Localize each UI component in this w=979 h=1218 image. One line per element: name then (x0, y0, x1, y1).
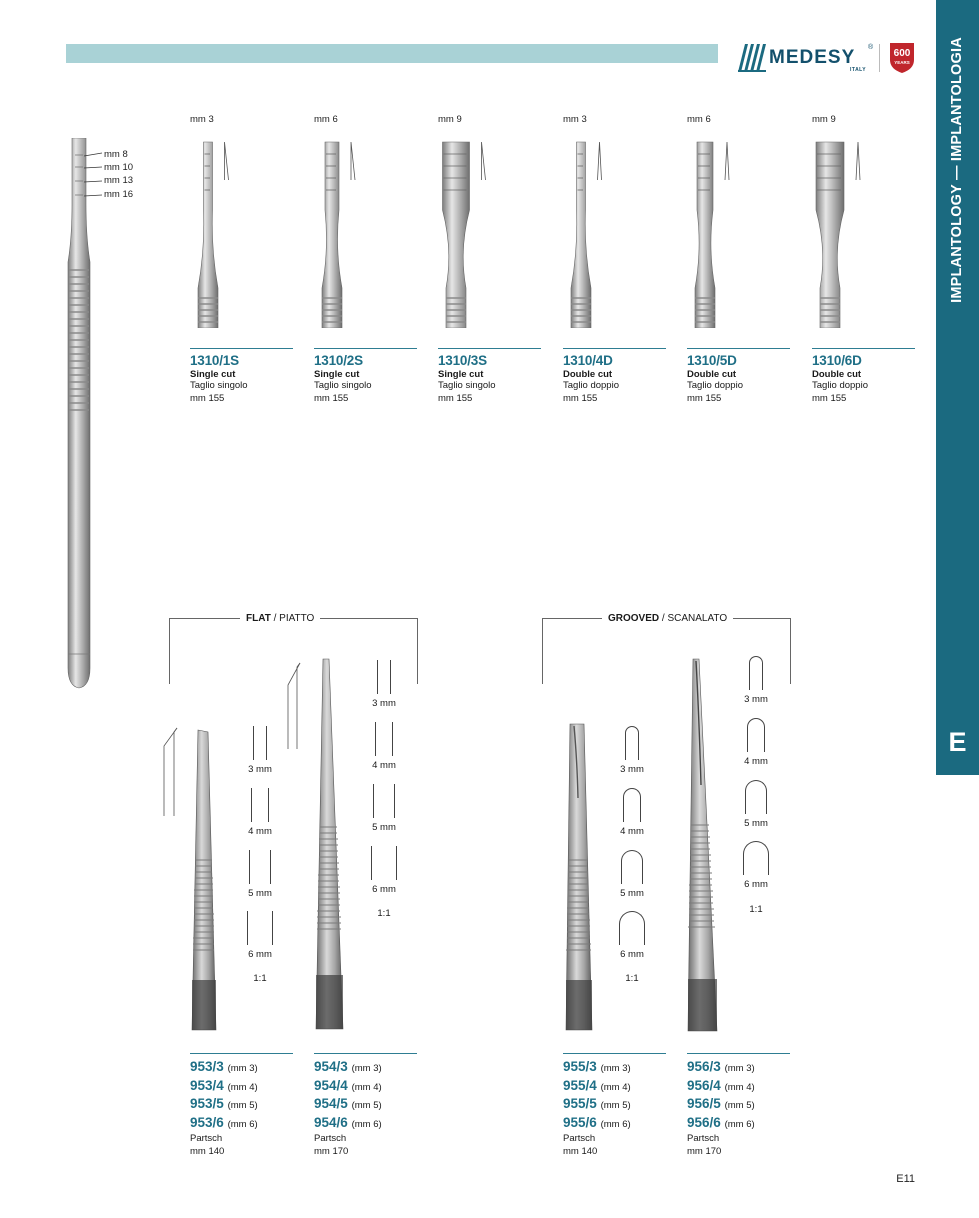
variant-code: 956/6 (687, 1114, 721, 1130)
cross-section-profile (373, 784, 395, 818)
profile-size-label: 5 mm (744, 818, 768, 829)
profile-size-label: 3 mm (744, 694, 768, 705)
header-band (66, 44, 718, 63)
variant-size: (mm 3) (600, 1063, 631, 1074)
variant-code: 953/5 (190, 1096, 224, 1111)
product-name: Partsch (687, 1133, 720, 1144)
osteotome-product-block (314, 1059, 382, 1158)
variant-code: 955/3 (563, 1059, 597, 1074)
variant-row (563, 1059, 631, 1078)
cross-section-profile (749, 656, 763, 690)
osteotome-954-image (278, 655, 348, 1035)
cut-type: Double cut (563, 369, 613, 380)
variant-code: 953/6 (190, 1114, 224, 1130)
product-length: mm 155 (563, 392, 598, 404)
chisel-size-label: mm 3 (190, 114, 214, 125)
product-length: mm 140 (190, 1145, 225, 1157)
product-code: 1310/3S (438, 353, 487, 368)
cut-type-italian: Taglio doppio (563, 380, 619, 391)
variant-size: (mm 4) (600, 1081, 631, 1093)
grooved-label-bold: GROOVED (608, 613, 660, 624)
chisel-product-block (438, 353, 496, 405)
chisel-product-block (190, 353, 248, 405)
variant-row (314, 1115, 382, 1134)
profile-size-label: 4 mm (248, 826, 272, 837)
section-sidebar (936, 0, 979, 775)
chisel-size-label: mm 9 (438, 114, 462, 125)
depth-mark: mm 16 (104, 189, 134, 200)
osteotome-953-image (150, 720, 220, 1036)
scale-label: 1:1 (749, 904, 763, 915)
brand-logo (738, 42, 928, 76)
osteotome-product-block (190, 1059, 258, 1158)
chisel-product-block (812, 353, 868, 405)
variant-row (687, 1059, 755, 1078)
profile-size-label: 4 mm (620, 826, 644, 837)
profile-size-label: 3 mm (248, 764, 272, 775)
chisel-size-label: mm 9 (812, 114, 836, 125)
badge-text: YEARS (894, 60, 910, 65)
badge-number: 600 (893, 48, 911, 59)
variant-size: (mm 4) (227, 1081, 258, 1093)
product-code: 1310/1S (190, 353, 239, 368)
grooved-label-rest: / SCANALATO (659, 613, 728, 624)
variant-row (687, 1096, 755, 1115)
cross-section-profile (621, 850, 643, 884)
cut-type-italian: Taglio singolo (314, 380, 372, 391)
variant-size: (mm 3) (227, 1063, 258, 1074)
cross-section-profile (247, 911, 273, 945)
cross-section-profile (375, 722, 393, 756)
profile-size-label: 5 mm (372, 822, 396, 833)
variant-size: (mm 6) (724, 1118, 755, 1130)
variant-code: 956/3 (687, 1059, 721, 1074)
cross-section-profile (371, 846, 397, 880)
variant-code: 954/3 (314, 1059, 348, 1074)
product-name: Partsch (190, 1133, 223, 1144)
chisel-tip-image (308, 138, 368, 328)
grooved-group-label (602, 613, 733, 624)
variant-size: (mm 5) (600, 1100, 631, 1111)
chisel-tip-image (184, 138, 244, 328)
profile-size-label: 5 mm (620, 888, 644, 899)
product-underline (190, 1053, 293, 1054)
variant-code: 955/4 (563, 1077, 597, 1093)
anniversary-badge (889, 42, 915, 74)
cut-type: Double cut (812, 369, 862, 380)
chisel-size-label: mm 3 (563, 114, 587, 125)
variant-size: (mm 5) (351, 1100, 382, 1111)
variant-size: (mm 3) (351, 1063, 382, 1074)
variant-size: (mm 3) (724, 1063, 755, 1074)
chisel-tip-image (681, 138, 741, 328)
variant-size: (mm 5) (227, 1100, 258, 1111)
variant-size: (mm 6) (227, 1118, 258, 1130)
product-length: mm 170 (687, 1145, 722, 1157)
profile-size-label: 6 mm (620, 949, 644, 960)
variant-row (190, 1059, 258, 1078)
variant-code: 954/4 (314, 1077, 348, 1093)
variant-row (314, 1059, 382, 1078)
variant-size: (mm 5) (724, 1100, 755, 1111)
brand-name: MEDESY (769, 47, 856, 68)
chisel-product-block (687, 353, 743, 405)
cross-section-profile (623, 788, 641, 822)
variant-code: 956/4 (687, 1077, 721, 1093)
page-number: E11 (896, 1173, 915, 1185)
product-underline (314, 1053, 417, 1054)
variant-size: (mm 6) (351, 1118, 382, 1130)
flat-label-rest: / PIATTO (270, 613, 315, 624)
profile-size-label: 6 mm (744, 879, 768, 890)
profile-size-label: 3 mm (620, 764, 644, 775)
chisel-tip-image (806, 138, 866, 328)
chisel-product-block (563, 353, 619, 405)
product-code: 1310/5D (687, 353, 737, 368)
cut-type-italian: Taglio doppio (687, 380, 743, 391)
chisel-size-label: mm 6 (687, 114, 711, 125)
cross-section-profile (745, 780, 767, 814)
profile-size-label: 4 mm (372, 760, 396, 771)
chisel-tip-image (432, 138, 492, 328)
profile-size-label: 6 mm (372, 884, 396, 895)
chisel-tip-image (557, 138, 617, 328)
registered-mark: ® (868, 44, 874, 51)
chisel-product-block (314, 353, 372, 405)
product-name: Partsch (314, 1133, 347, 1144)
osteotome-955-image (556, 718, 606, 1036)
section-letter: E (948, 727, 967, 757)
product-length: mm 155 (812, 392, 847, 404)
depth-mark: mm 8 (104, 149, 128, 160)
variant-row (314, 1078, 382, 1097)
cut-type: Single cut (190, 369, 236, 380)
product-code: 1310/6D (812, 353, 862, 368)
product-underline (563, 348, 666, 349)
scale-label: 1:1 (253, 973, 267, 984)
variant-code: 955/6 (563, 1114, 597, 1130)
variant-row (687, 1115, 755, 1134)
variant-row (563, 1115, 631, 1134)
product-underline (314, 348, 417, 349)
cross-section-profile (625, 726, 639, 760)
sidebar-title: IMPLANTOLOGY — IMPLANTOLOGIA (949, 37, 965, 303)
product-length: mm 140 (563, 1145, 598, 1157)
depth-leader-lines (84, 148, 104, 200)
variant-size: (mm 6) (600, 1118, 631, 1130)
variant-row (190, 1078, 258, 1097)
variant-size: (mm 4) (351, 1081, 382, 1093)
profile-size-label: 5 mm (248, 888, 272, 899)
cross-section-profile (249, 850, 271, 884)
flat-group-label (240, 613, 320, 624)
product-length: mm 155 (438, 392, 473, 404)
product-underline (190, 348, 293, 349)
osteotome-product-block (687, 1059, 755, 1158)
cross-section-profile (743, 841, 769, 875)
product-length: mm 170 (314, 1145, 349, 1157)
cross-section-profile (747, 718, 765, 752)
product-length: mm 155 (687, 392, 722, 404)
variant-code: 953/3 (190, 1059, 224, 1074)
profile-size-label: 4 mm (744, 756, 768, 767)
chisel-full-instrument-image (58, 138, 100, 690)
depth-mark: mm 13 (104, 175, 134, 186)
product-underline (687, 348, 790, 349)
cut-type: Single cut (438, 369, 484, 380)
scale-label: 1:1 (377, 908, 391, 919)
flat-label-bold: FLAT (246, 613, 271, 624)
variant-code: 955/5 (563, 1096, 597, 1111)
cross-section-profile (253, 726, 267, 760)
variant-row (563, 1096, 631, 1115)
medesy-logo-icon (738, 43, 766, 73)
product-underline (438, 348, 541, 349)
product-length: mm 155 (190, 392, 225, 404)
variant-row (687, 1078, 755, 1097)
depth-mark: mm 10 (104, 162, 134, 173)
cut-type-italian: Taglio singolo (438, 380, 496, 391)
variant-code: 953/4 (190, 1077, 224, 1093)
variant-code: 956/5 (687, 1096, 721, 1111)
product-code: 1310/4D (563, 353, 613, 368)
product-underline (687, 1053, 790, 1054)
profile-size-label: 6 mm (248, 949, 272, 960)
cut-type-italian: Taglio doppio (812, 380, 868, 391)
variant-size: (mm 4) (724, 1081, 755, 1093)
brand-country: ITALY (850, 67, 867, 73)
osteotome-product-block (563, 1059, 631, 1158)
product-underline (563, 1053, 666, 1054)
product-name: Partsch (563, 1133, 596, 1144)
chisel-size-label: mm 6 (314, 114, 338, 125)
cross-section-profile (251, 788, 269, 822)
cross-section-profile (619, 911, 645, 945)
scale-label: 1:1 (625, 973, 639, 984)
product-underline (812, 348, 915, 349)
brand-divider (879, 44, 880, 72)
variant-row (314, 1096, 382, 1115)
variant-row (563, 1078, 631, 1097)
product-length: mm 155 (314, 392, 349, 404)
variant-code: 954/6 (314, 1114, 348, 1130)
variant-code: 954/5 (314, 1096, 348, 1111)
cut-type-italian: Taglio singolo (190, 380, 248, 391)
profile-size-label: 3 mm (372, 698, 396, 709)
cut-type: Double cut (687, 369, 737, 380)
cross-section-profile (377, 660, 391, 694)
variant-row (190, 1115, 258, 1134)
variant-row (190, 1096, 258, 1115)
product-code: 1310/2S (314, 353, 363, 368)
cut-type: Single cut (314, 369, 360, 380)
osteotome-956-image (680, 655, 730, 1036)
